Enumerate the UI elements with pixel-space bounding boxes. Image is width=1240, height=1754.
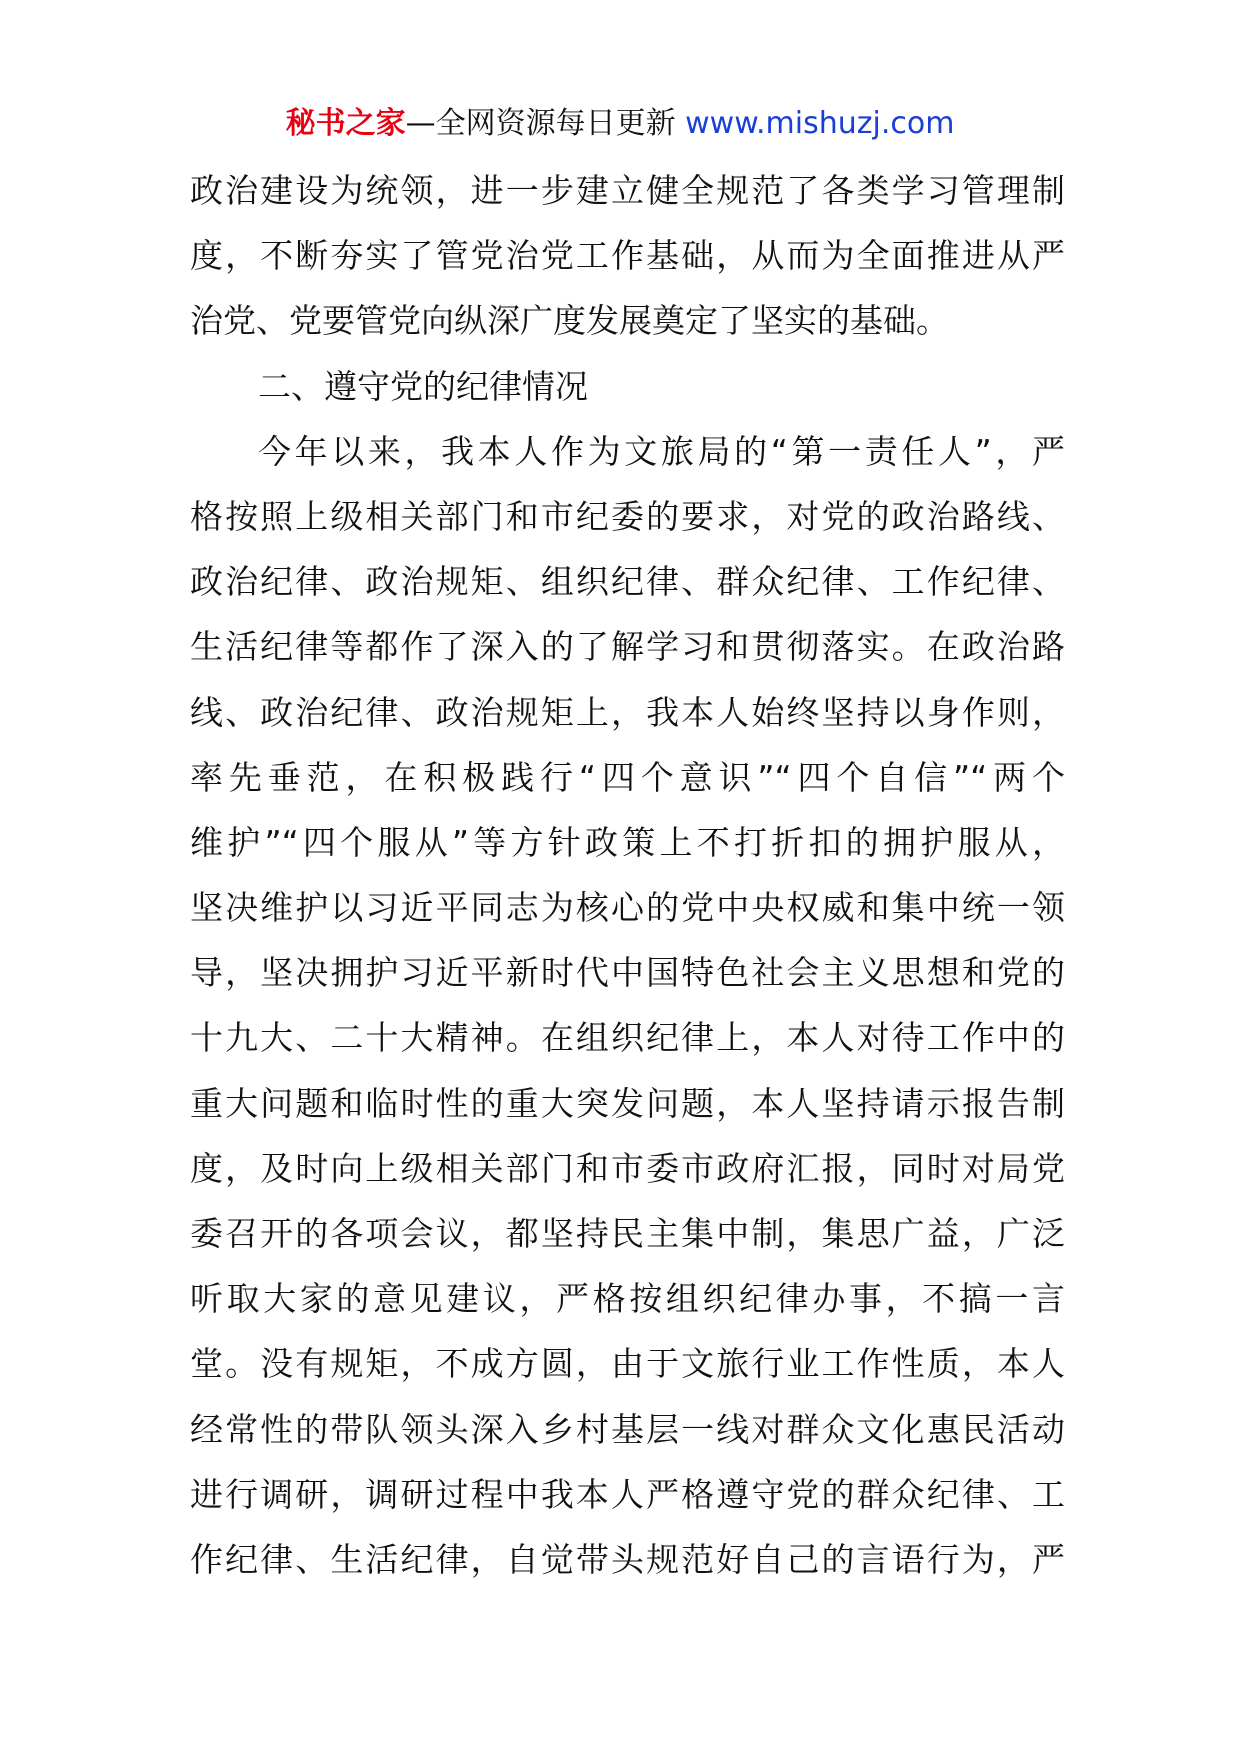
- body-line: 堂。没有规矩，不成方圆，由于文旅行业工作性质，本人: [190, 1344, 1065, 1384]
- body-line: 听取大家的意见建议，严格按组织纪律办事，不搞一言: [190, 1279, 1065, 1319]
- paragraph-end-line: 治党、党要管党向纵深广度发展奠定了坚实的基础。: [190, 301, 949, 341]
- body-line: 作纪律、生活纪律，自觉带头规范好自己的言语行为，严: [190, 1539, 1065, 1579]
- body-line: 政治建设为统领，进一步建立健全规范了各类学习管理制: [190, 171, 1065, 210]
- site-url-link[interactable]: www.mishuzj.com: [685, 106, 955, 141]
- site-brand: 秘书之家: [285, 106, 406, 141]
- section-heading: 二、遵守党的纪律情况: [258, 366, 588, 406]
- body-line: 重大问题和临时性的重大突发问题，本人坚持请示报告制: [190, 1083, 1065, 1123]
- body-line: 格按照上级相关部门和市纪委的要求，对党的政治路线、: [190, 496, 1065, 536]
- body-line: 度，不断夯实了管党治党工作基础，从而为全面推进从严: [190, 236, 1065, 276]
- site-tagline: —全网资源每日更新: [405, 106, 676, 141]
- document-body: [190, 158, 1065, 1592]
- body-line: 度，及时向上级相关部门和市委市政府汇报，同时对局党: [190, 1148, 1065, 1188]
- body-line: 导，坚决拥护习近平新时代中国特色社会主义思想和党的: [190, 953, 1065, 993]
- body-line: 进行调研，调研过程中我本人严格遵守党的群众纪律、工: [190, 1474, 1065, 1514]
- body-line: 政治纪律、政治规矩、组织纪律、群众纪律、工作纪律、: [190, 562, 1065, 602]
- paragraph-first-line: 今年以来，我本人作为文旅局的“第一责任人”，严: [258, 431, 1065, 471]
- body-line: 线、政治纪律、政治规矩上，我本人始终坚持以身作则，: [190, 692, 1065, 732]
- body-line: 十九大、二十大精神。在组织纪律上，本人对待工作中的: [190, 1018, 1065, 1058]
- body-line: 率先垂范，在积极践行“四个意识”“四个自信”“两个: [190, 757, 1065, 797]
- page-header: [0, 100, 1240, 148]
- body-line: 经常性的带队领头深入乡村基层一线对群众文化惠民活动: [190, 1409, 1065, 1449]
- body-line: 坚决维护以习近平同志为核心的党中央权威和集中统一领: [190, 888, 1065, 928]
- body-line: 生活纪律等都作了深入的了解学习和贯彻落实。在政治路: [190, 627, 1065, 667]
- body-line: 维护”“四个服从”等方针政策上不打折扣的拥护服从，: [190, 822, 1065, 862]
- body-line: 委召开的各项会议，都坚持民主集中制，集思广益，广泛: [190, 1214, 1065, 1253]
